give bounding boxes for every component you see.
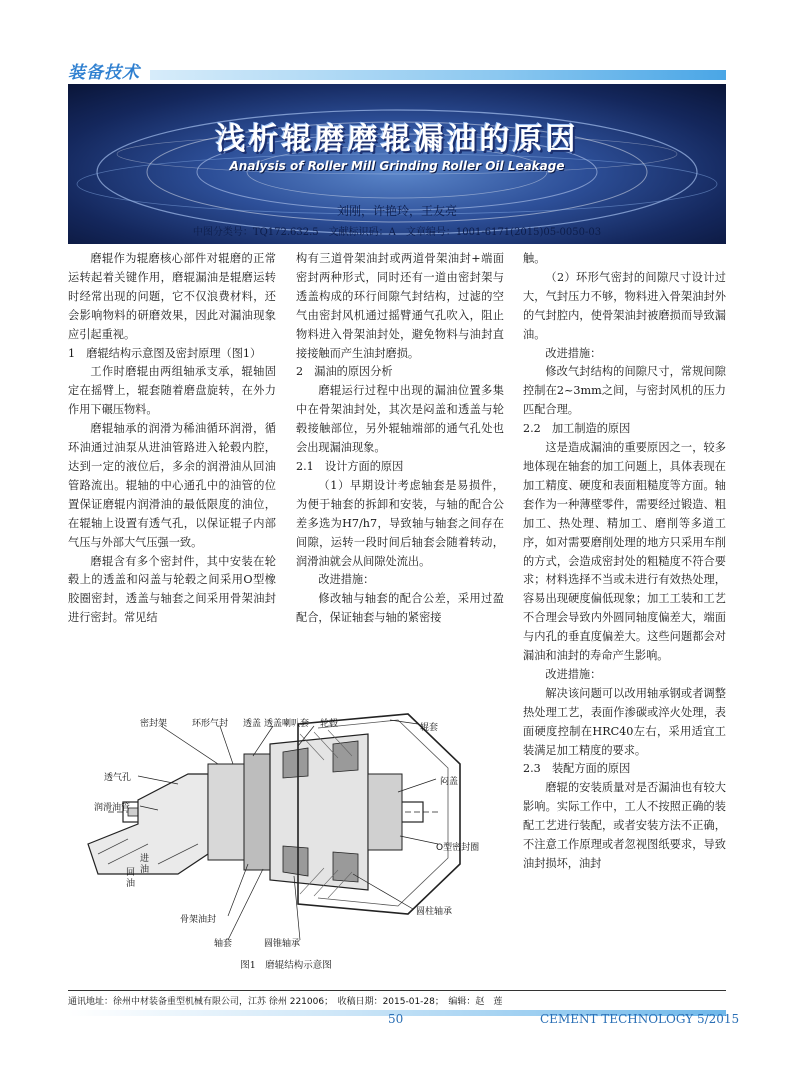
label-axle-sleeve: 轴套: [214, 939, 233, 949]
label-skeleton-seal: 骨架油封: [180, 915, 217, 925]
paragraph: 2.1 设计方面的原因: [296, 459, 404, 473]
label-oil-return: 回油: [126, 868, 136, 889]
page-number: 50: [388, 1012, 404, 1026]
paragraph: 构有三道骨架油封或两道骨架油封+端面密封两种形式，同时还有一道由密封架与透盖构成的环行间隙气封结构，过滤的空气由密封风机通过摇臂通气孔吹入，阻止物料进入骨架油封处，避免物料与油封直接接触而产生油封磨损。: [296, 252, 504, 360]
paragraph: 改进措施：: [545, 667, 602, 681]
label-through-cover: 透盖: [243, 719, 262, 729]
text-column-2: [296, 250, 504, 628]
label-ring-seal: 环形气封: [192, 719, 229, 729]
label-vent: 透气孔: [104, 773, 132, 783]
paragraph: 2 漏油的原因分析: [296, 365, 393, 379]
classification-line: 中图分类号：TQ172.632.5 文献标识码：A 文章编号：1001-6171(2015)05-0050-03: [192, 227, 602, 238]
label-cyl-bearing: 圆柱轴承: [416, 907, 453, 917]
label-oil-pipe: 润滑油管: [94, 803, 131, 813]
label-roller-bearing: 圆锥轴承: [264, 939, 301, 949]
paragraph: 磨辊运行过程中出现的漏油位置多集中在骨架油封处，其次是闷盖和透盖与轮毂接触部位，另外辊轴端部的通气孔处也会出现漏油现象。: [296, 384, 504, 455]
footer-divider: [68, 990, 726, 991]
paragraph: 触。: [523, 252, 546, 265]
section-tag: 装备技术: [68, 63, 140, 83]
label-blind-cover: 闷盖: [440, 777, 459, 787]
article-subtitle: Analysis of Roller Mill Grinding Roller Oil Leakage: [229, 159, 565, 173]
paragraph: 磨辊的安装质量对是否漏油也有较大影响。实际工作中，工人不按照正确的装配工艺进行装配，或者安装方法不正确，不注意工作原理或者忽视图纸要求，导致油封损坏，油封: [523, 781, 726, 870]
label-bearing-cover: 透盖喇叭套: [264, 719, 310, 729]
paragraph: 磨辊作为辊磨核心部件对辊磨的正常运转起着关键作用，磨辊漏油是辊磨运转时经常出现的问题，它不仅浪费材料，还会影响物料的研磨效果，因此对漏油现象应引起重视。: [68, 252, 276, 341]
text-column-1: [68, 250, 276, 628]
label-roller-sleeve: 辊套: [420, 723, 439, 733]
paragraph: 改进措施：: [318, 573, 375, 587]
text-column-3: [523, 250, 726, 874]
paragraph: 这是造成漏油的重要原因之一，较多地体现在轴套的加工问题上，具体表现在加工精度、硬度和表面粗糙度等方面。轴套作为一种薄壁零件，需要经过锻造、粗加工、热处理、精加工、磨削等多道工序，如对需要磨削处理的地方只采用车削的方式，会造成密封处的粗糙度不符合要求；材料选择不当或未进行有效热处理，容易出现硬度偏低现象；加工工装和工艺不合理会导致内外圆同轴度偏差大，端面与内孔的垂直度偏差大。这些问题都会对漏油和油封的寿命产生影响。: [523, 441, 726, 663]
paragraph: 修改轴与轴套的配合公差，采用过盈配合，保证轴套与轴的紧密接: [296, 592, 504, 625]
title-banner: [68, 84, 726, 244]
journal-name: CEMENT TECHNOLOGY 5/2015: [540, 1012, 740, 1026]
paragraph: （2）环形气密封的间隙尺寸设计过大，气封压力不够，物料进入骨架油封外的气封腔内，使骨架油封被磨损而导致漏油。: [523, 270, 726, 341]
article-authors: 刘刚，许艳玲，王友亮: [336, 204, 457, 218]
header-decor-bar: [150, 70, 726, 80]
paragraph: （1）早期设计考虑轴套是易损件，为便于轴套的拆卸和安装，与轴的配合公差多选为H7/h7，导致轴与轴套之间存在间隙，运转一段时间后轴套会随着转动，润滑油就会从间隙处流出。: [296, 478, 504, 568]
label-oil-in: 进油: [140, 854, 150, 875]
paragraph: 工作时磨辊由两组轴承支承，辊轴固定在摇臂上，辊套随着磨盘旋转，在外力作用下碾压物料。: [68, 365, 276, 417]
article-title: 浅析辊磨磨辊漏油的原因: [215, 122, 579, 157]
figure-caption: 图1 磨辊结构示意图: [240, 960, 332, 971]
paragraph: 磨辊轴承的润滑为稀油循环润滑，循环油通过油泵从进油管路进入轮毂内腔，达到一定的液位后，多余的润滑油从回油管路流出。辊轴的中心通孔中的油管的位置保证磨辊内润滑油的最低限度的油位，在辊轴上设置有透气孔，以保证辊子内部气压与外部大气压强一致。: [68, 422, 276, 549]
paragraph: 改进措施：: [545, 346, 602, 360]
footer-info: 通讯地址：徐州中材装备重型机械有限公司，江苏 徐州 221006； 收稿日期：2015-01-28； 编辑：赵 莲: [68, 997, 503, 1007]
paragraph: 2.3 装配方面的原因: [523, 762, 631, 776]
figure-roller-structure: [68, 704, 504, 976]
paragraph: 修改气封结构的间隙尺寸，常规间隙控制在2~3mm之间，与密封风机的压力匹配合理。: [523, 365, 726, 417]
label-o-ring: O型密封圈: [436, 843, 480, 853]
paragraph: 2.2 加工制造的原因: [523, 422, 631, 436]
paragraph: 磨辊含有多个密封件，其中安装在轮毂上的透盖和闷盖与轮毂之间采用O型橡胶圈密封，透盖与轴套之间采用骨架油封进行密封。常见结: [68, 554, 276, 625]
label-hub: 轮毂: [320, 719, 339, 729]
paragraph: 1 磨辊结构示意图及密封原理（图1）: [68, 346, 262, 360]
label-seal-frame: 密封架: [140, 719, 168, 729]
paragraph: 解决该问题可以改用轴承钢或者调整热处理工艺，表面作渗碳或淬火处理，表面硬度控制在HRC40左右，采用适宜工装满足加工精度的要求。: [523, 686, 726, 757]
